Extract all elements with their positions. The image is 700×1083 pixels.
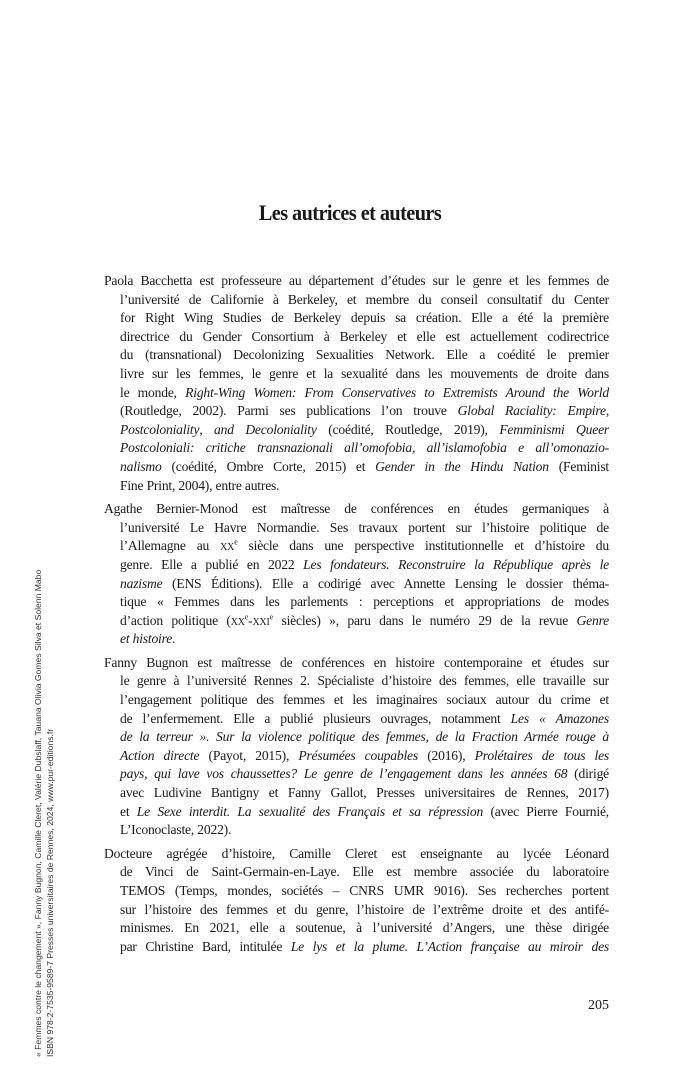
text-segment: Paola Bacchetta est professeure au département d’études sur le genre et les femmes de bbox=[104, 273, 609, 288]
text-segment: par Christine Bard, intitulée bbox=[120, 938, 291, 954]
text-line bbox=[104, 537, 609, 556]
text-segment: - bbox=[248, 612, 253, 628]
text-line bbox=[104, 784, 609, 803]
text-line bbox=[104, 328, 609, 347]
italic-title-text: Femminismi Queer bbox=[499, 421, 609, 437]
text-segment: du (transnational) Decolonizing Sexualities Network. Elle a coédité le premier bbox=[120, 347, 609, 363]
italic-title-text: de la terreur ». Sur la violence politique des femmes, de la Fraction Armée rouge à bbox=[120, 729, 609, 745]
italic-title-text: et histoire bbox=[120, 631, 173, 647]
text-line bbox=[104, 500, 609, 519]
text-segment: (dirigé bbox=[567, 766, 609, 782]
text-line bbox=[104, 803, 609, 822]
text-segment: d’action politique ( bbox=[120, 612, 231, 628]
page-title: Les autrices et auteurs bbox=[258, 200, 442, 225]
text-segment: Fanny Bugnon est maîtresse de conférences en histoire contemporaine et études sur bbox=[104, 654, 609, 670]
text-segment: , bbox=[199, 421, 203, 437]
text-line bbox=[104, 402, 609, 421]
author-bio-bernier-monod bbox=[104, 500, 609, 649]
italic-title-text: nalismo bbox=[120, 458, 162, 474]
text-segment: genre. Elle a publié en 2022 bbox=[120, 556, 304, 572]
text-line bbox=[104, 747, 609, 766]
text-segment: l’Allemagne au bbox=[120, 538, 221, 554]
italic-title-text: Le Sexe interdit. La sexualité des Français et sa répression bbox=[136, 803, 484, 819]
italic-title-text: Right-Wing Women: From Conservatives to Extremists Around the World bbox=[185, 384, 609, 400]
italic-title-text: Le lys et la plume. L’Action française au miroir des bbox=[290, 938, 610, 954]
author-bio-cleret bbox=[104, 845, 609, 957]
italic-title-text: Postcoloniality bbox=[120, 421, 200, 437]
text-line bbox=[104, 938, 609, 957]
text-line bbox=[104, 710, 609, 729]
text-line bbox=[104, 630, 609, 649]
text-segment: (ENS Éditions). Elle a codirigé avec Annette Lensing le dossier théma- bbox=[162, 575, 609, 591]
italic-title-text: Action directe bbox=[120, 747, 200, 763]
text-segment: de Vinci de Saint-Germain-en-Laye. Elle est membre associée du laboratoire bbox=[120, 864, 609, 880]
text-line bbox=[104, 654, 609, 673]
side-note-line-2: ISBN 978-2-7535-9589-7 Presses universitaires de Rennes, 2024, www.pur-editions.fr bbox=[45, 728, 55, 1057]
text-segment: (coédité, Ombre Corte, 2015) et bbox=[161, 458, 376, 474]
text-segment: xxi bbox=[252, 612, 270, 628]
text-line bbox=[104, 309, 609, 328]
text-segment: l’université Le Havre Normandie. Ses travaux portent sur l’histoire politique de bbox=[120, 519, 609, 535]
text-segment: siècle dans une perspective institutionnelle et d’histoire du bbox=[237, 538, 610, 554]
author-bio-bacchetta bbox=[104, 272, 609, 495]
text-segment: L’Iconoclaste, 2022). bbox=[120, 822, 232, 838]
text-line bbox=[104, 575, 609, 594]
italic-title-text: and Decoloniality bbox=[202, 421, 317, 437]
text-segment: siècles) », paru dans le numéro 29 de la revue bbox=[273, 612, 577, 628]
text-segment: le genre à l’université Rennes 2. Spécialiste d’histoire des femmes, elle travaille sur bbox=[120, 673, 609, 689]
text-line bbox=[104, 384, 609, 403]
text-segment: xx bbox=[230, 612, 245, 628]
text-segment: (coédité, Routledge, 2019), bbox=[316, 421, 500, 437]
text-segment: Docteure agrégée d’histoire, Camille Cleret est enseignante au lycée Léonard bbox=[104, 845, 609, 861]
italic-title-text: Gender in the Hindu Nation bbox=[375, 458, 549, 474]
text-line bbox=[104, 365, 609, 384]
text-line bbox=[104, 882, 609, 901]
text-line bbox=[104, 346, 609, 365]
text-segment: , bbox=[605, 403, 610, 419]
text-line bbox=[104, 421, 609, 440]
author-bio-bugnon bbox=[104, 654, 609, 840]
author-bios bbox=[104, 272, 609, 961]
text-line bbox=[104, 672, 609, 691]
text-segment: Agathe Bernier-Monod est maîtresse de conférences en études germaniques à bbox=[104, 501, 609, 517]
text-segment: e bbox=[269, 612, 274, 622]
text-segment: (2016), bbox=[417, 747, 475, 763]
text-segment: l’engagement politique des femmes et les imaginaires sociaux autour du crime et bbox=[120, 692, 609, 708]
italic-title-text: Postcoloniali: critiche transnazionali all’omofobia, all’islamofobia e all’omonazio- bbox=[120, 440, 609, 456]
text-line bbox=[104, 901, 609, 920]
text-segment: livre sur les femmes, le genre et la sexualité dans les mouvements de droite dans bbox=[120, 365, 609, 381]
text-segment: sur l’histoire des femmes et du genre, l’histoire de l’extrême droite et des antifé- bbox=[120, 901, 609, 917]
text-line bbox=[104, 519, 609, 538]
text-segment: l’université de Californie à Berkeley, et membre du conseil consultatif du Center bbox=[120, 291, 609, 307]
text-segment: xx bbox=[220, 538, 235, 554]
text-segment: . bbox=[172, 631, 176, 647]
text-segment: TEMOS (Temps, mondes, sociétés – CNRS UMR 9016). Ses recherches portent bbox=[120, 883, 609, 898]
italic-title-text: Les « Amazones bbox=[510, 710, 609, 726]
italic-title-text: pays, qui lave vos chaussettes? Le genre de l’engagement dans les années 68 bbox=[120, 766, 568, 782]
text-segment: et bbox=[120, 803, 137, 819]
side-note-line-1: « Femmes contre le changement », Fanny Bugnon, Camille Cleret, Valérie Dubslaff, Tauana Olivia Gomes Silva et Solenn Mabo bbox=[33, 569, 43, 1057]
side-copyright-note bbox=[32, 569, 56, 1057]
text-segment: tique « Femmes dans les parlements : perceptions et appropriations de modes bbox=[120, 594, 609, 610]
text-segment: e bbox=[244, 612, 249, 622]
text-segment: directrice du Gender Consortium à Berkeley et elle est actuellement codirectrice bbox=[120, 328, 609, 344]
text-line bbox=[104, 272, 609, 291]
italic-title-text: Global Raciality: Empire bbox=[457, 403, 606, 419]
text-segment: (Payot, 2015), bbox=[199, 747, 299, 763]
text-segment: for Right Wing Studies de Berkeley depuis sa création. Elle a été la première bbox=[120, 310, 609, 326]
text-line bbox=[104, 821, 609, 840]
text-segment: (Routledge, 2002). Parmi ses publications l’on trouve bbox=[120, 403, 458, 419]
text-line bbox=[104, 458, 609, 477]
italic-title-text: Prolétaires de tous les bbox=[474, 747, 610, 763]
text-segment: e bbox=[234, 537, 238, 547]
text-segment: de l’enfermement. Elle a publié plusieurs ouvrages, notamment bbox=[120, 710, 511, 726]
text-line bbox=[104, 863, 609, 882]
text-segment: le monde, bbox=[120, 384, 186, 400]
text-segment: Fine Print, 2004), entre autres. bbox=[120, 477, 280, 493]
italic-title-text: Présumées coupables bbox=[298, 747, 418, 763]
text-line bbox=[104, 556, 609, 575]
text-line bbox=[104, 845, 609, 864]
text-line bbox=[104, 691, 609, 710]
text-line bbox=[104, 728, 609, 747]
text-line bbox=[104, 612, 609, 631]
page-number: 205 bbox=[588, 998, 609, 1013]
italic-title-text: Les fondateurs. Reconstruire la République après le bbox=[303, 556, 609, 572]
text-line bbox=[104, 919, 609, 938]
text-line bbox=[104, 291, 609, 310]
text-line bbox=[104, 477, 609, 496]
italic-title-text: Genre bbox=[576, 612, 609, 628]
text-segment: minismes. En 2021, elle a soutenue, à l’université d’Angers, une thèse dirigée bbox=[120, 920, 609, 936]
text-line bbox=[104, 765, 609, 784]
italic-title-text: nazisme bbox=[120, 575, 163, 591]
text-segment: avec Ludivine Bantigny et Fanny Gallot, Presses universitaires de Rennes, 2017) bbox=[120, 785, 609, 801]
text-line bbox=[104, 593, 609, 612]
text-segment: (Feminist bbox=[548, 458, 610, 474]
text-segment: (avec Pierre Fournié, bbox=[483, 803, 609, 819]
text-line bbox=[104, 439, 609, 458]
